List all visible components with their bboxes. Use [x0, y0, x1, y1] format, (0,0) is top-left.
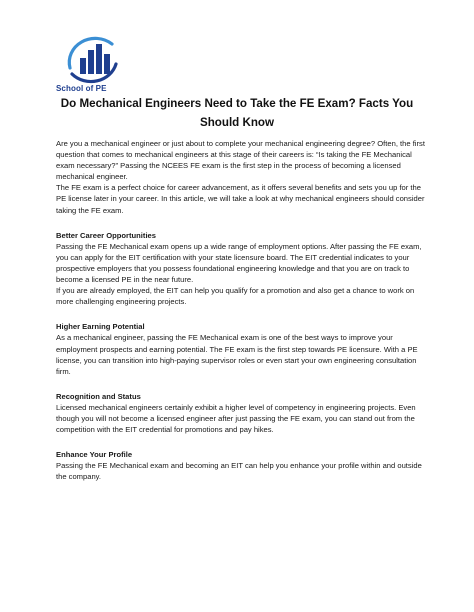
- section-heading-career: Better Career Opportunities: [56, 230, 157, 240]
- section-paragraph: Passing the FE Mechanical exam and becoming an EIT can help you enhance your profile within and outside the company.: [56, 461, 422, 482]
- section-paragraph: Licensed mechanical engineers certainly exhibit a higher level of competency in engineering projects. Even though you will not become a licensed engineer after just passing the FE exam, you can stand out from the competition with the EIT credential for promotions and pay hikes.: [56, 402, 416, 435]
- section-heading-recognition: Recognition and Status: [56, 391, 141, 401]
- section-heading-profile: Enhance Your Profile: [56, 450, 133, 460]
- school-of-pe-logo-icon: [62, 34, 126, 86]
- section-paragraph: As a mechanical engineer, passing the FE Mechanical exam is one of the best ways to improve your employment prospects and earning potential. The FE exam is the first step towards PE licensure. With a PE license, you can transition into high-paying supervisor roles or even start your own engineering consultation firm.: [56, 333, 418, 376]
- section-paragraph: Passing the FE Mechanical exam opens up a wide range of employment options. After passing the FE exam, you can apply for the EIT certification with your state licensure board. The EIT credential indicates to your prospective employers that you possess foundational engineering knowledge and that you are on track to become a licensed PE in the near future.: [56, 241, 422, 285]
- intro-paragraph-2: The FE exam is a perfect choice for career advancement, as it offers several benefits and sets you up for the PE license later in your career. In this article, we will take a look at why mechanical engineers should consider taking the FE exam.: [56, 183, 425, 215]
- intro-paragraph-1: Are you a mechanical engineer or just about to complete your mechanical engineering degree? Often, the first question that comes to mechanical engineers at this stage of their careers is: “Is taking the FE Mechanical exam necessary?” Passing the NCEES FE exam is the first step in the process of becoming a licensed mechanical engineer.: [56, 139, 425, 182]
- section-paragraph: If you are already employed, the EIT can help you qualify for a promotion and also get a chance to work on more challenging engineering projects.: [56, 286, 415, 307]
- logo-wordmark: School of PE: [56, 84, 107, 93]
- article-body: [56, 138, 432, 482]
- page-title: Do Mechanical Engineers Need to Take the FE Exam? Facts You Should Know: [60, 97, 414, 129]
- section-heading-earning: Higher Earning Potential: [56, 322, 145, 332]
